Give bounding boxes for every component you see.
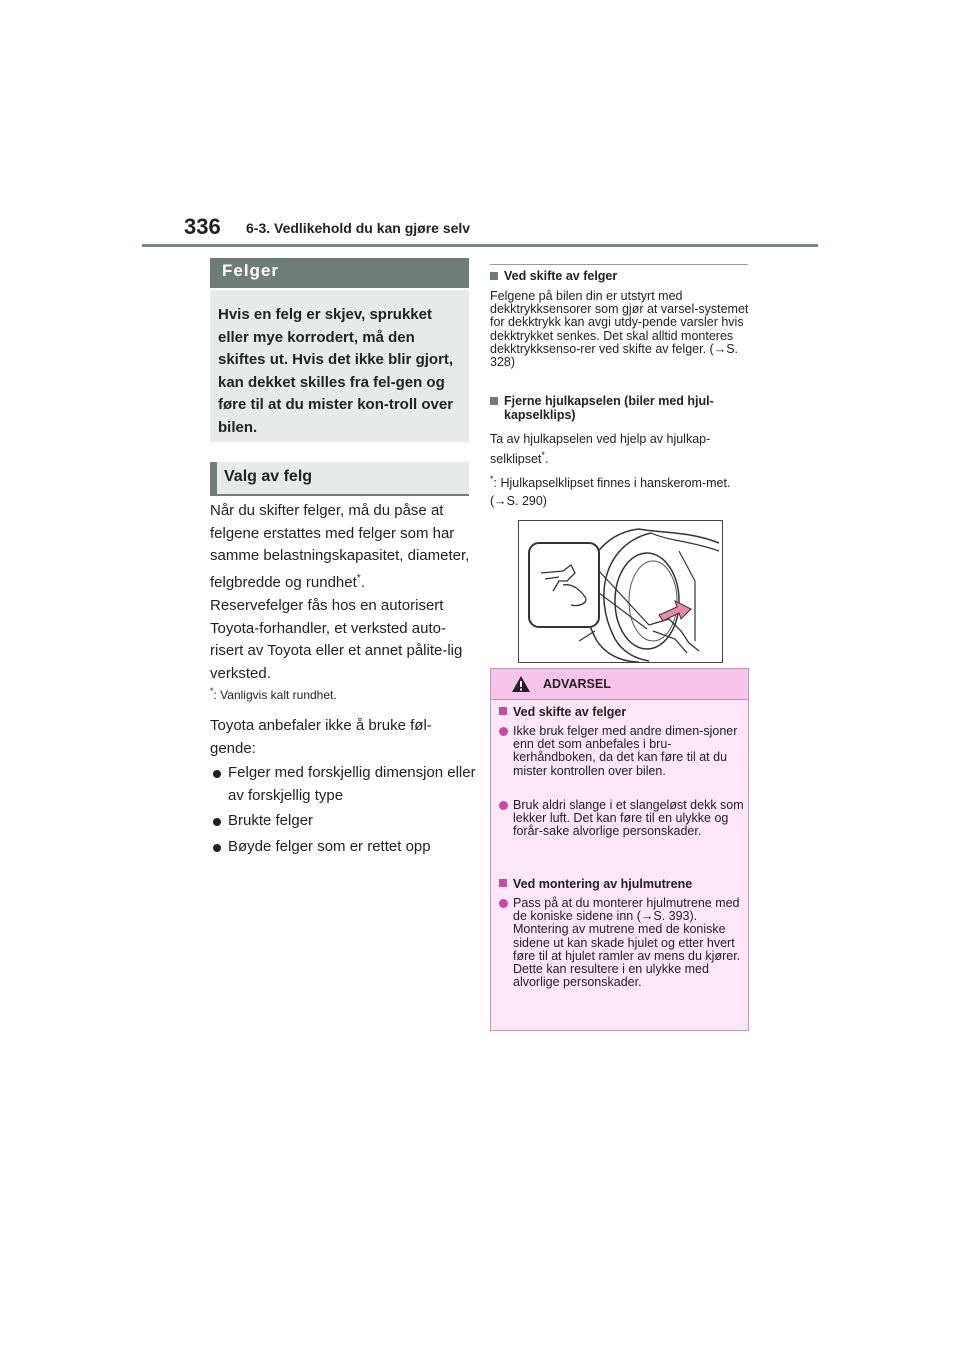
section-title: 6-3. Vedlikehold du kan gjøre selv: [246, 220, 471, 236]
page-number: 336: [184, 214, 221, 239]
bullet-icon: [213, 770, 221, 778]
warning-item: [499, 897, 745, 1027]
list-item-text: Brukte felger: [228, 812, 314, 829]
bullet-icon: [213, 844, 221, 852]
footnote-text: : Vanligvis kalt rundhet.: [213, 688, 337, 702]
warning-section-title: Ved skifte av felger: [513, 705, 627, 719]
note-text: Ta av hjulkapselen ved hjelp av hjulkap-selklipset: [490, 432, 711, 466]
paragraph-replacement: [210, 500, 472, 594]
felger-banner-title: Felger: [222, 261, 280, 280]
round-bullet-icon: [499, 727, 508, 736]
paragraph-replacement-text: Når du skifter felger, må du påse at felgene erstattes med felger som har samme belastningskapasitet, diameter, felgbredde og rundhet: [210, 502, 470, 591]
note-text-hjulkapsel: [490, 432, 752, 467]
round-bullet-icon: [499, 899, 508, 908]
paragraph-not-recommended: Toyota anbefaler ikke å bruke føl-gende:: [210, 717, 432, 757]
intro-box: [210, 290, 469, 442]
square-bullet-icon: [490, 272, 498, 280]
valg-av-felg-heading: [210, 462, 469, 496]
header-divider: [142, 244, 818, 247]
footnote-ref: *: [356, 572, 361, 584]
warning-section-title: Ved montering av hjulmutrene: [513, 877, 693, 891]
footnote-mark: *: [490, 474, 494, 484]
warning-box: [490, 668, 749, 1031]
warning-triangle-icon: [511, 675, 531, 693]
list-item: [210, 836, 480, 860]
list-item: [210, 810, 480, 834]
footnote-rundhet: [210, 686, 472, 702]
note-end: .: [544, 451, 549, 466]
note-text-felger: Felgene på bilen din er utstyrt med dekktrykksensorer som gjør at varsel-systemet for dekktrykk kan avgi utdy-pende varsler hvis dekktrykket senkes. Det skal alltid monteres dekktrykksenso-rer ved skifte av felger. (→S. 328): [490, 289, 749, 370]
bullet-icon: [213, 818, 221, 826]
warning-title: ADVARSEL: [543, 677, 611, 691]
intro-text: Hvis en felg er skjev, sprukket eller mye korrodert, må den skiftes ut. Hvis det ikke blir gjort, kan dekket skilles fra fel-gen og føre til at du mister kon-troll over bilen.: [218, 306, 454, 436]
square-bullet-icon: [490, 397, 498, 405]
warning-item-text: Ikke bruk felger med andre dimen-sjoner enn det som anbefales i bru-kerhåndboken, da det kan føre til at du mister kontrollen over bilen.: [513, 724, 738, 778]
warning-item: [499, 799, 745, 863]
footnote-text: : Hjulkapselklipset finnes i hanskerom-met. (→S. 290): [490, 476, 731, 509]
list-item: [210, 762, 480, 810]
warning-header: [491, 669, 748, 700]
paragraph-end: .: [360, 573, 365, 591]
footnote-mark: *: [210, 686, 214, 696]
note-heading-text: Ved skifte av felger: [504, 269, 618, 283]
warning-item: [499, 725, 745, 789]
footnote-hjulkapselklips: [490, 470, 752, 510]
list-item-text: Bøyde felger som er rettet opp: [228, 838, 431, 855]
square-bullet-icon: [499, 707, 507, 715]
hubcap-illustration-icon: [519, 521, 722, 662]
warning-item-text: Pass på at du monterer hjulmutrene med de koniske sidene inn (→S. 393). Montering av mutrene med de koniske sidene ut kan skade hjulet og etter hvert føre til at hjulet ramler av mens du kjører. Dette kan resultere i en ulykke med alvorlige personskader.: [513, 896, 741, 990]
note-heading-text: Fjerne hjulkapselen (biler med hjul-kapselklips): [504, 394, 714, 422]
warning-item-text: Bruk aldri slange i et slangeløst dekk som lekker luft. Det kan føre til en ulykke og forår-sake alvorlige personskader.: [513, 798, 744, 839]
heading-accent-bar: [210, 462, 217, 496]
footnote-ref: *: [541, 449, 545, 460]
right-column-divider: [490, 264, 748, 265]
hubcap-removal-illustration: [518, 520, 723, 663]
square-bullet-icon: [499, 879, 507, 887]
round-bullet-icon: [499, 801, 508, 810]
felger-banner: [210, 258, 469, 288]
list-item-text: Felger med forskjellig dimensjon eller av forskjellig type: [228, 764, 476, 804]
valg-av-felg-title: Valg av felg: [224, 468, 313, 485]
paragraph-reserve: Reservefelger fås hos en autorisert Toyota-forhandler, et verksted auto-risert av Toyota eller et annet pålite-lig verksted.: [210, 597, 463, 682]
